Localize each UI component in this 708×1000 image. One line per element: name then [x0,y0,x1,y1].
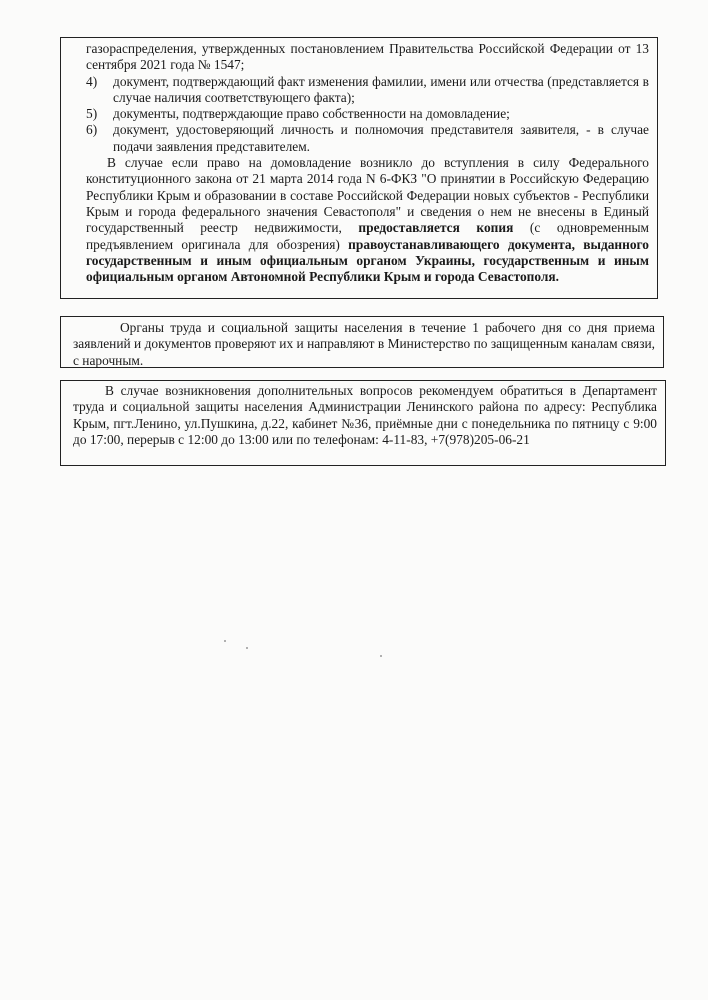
paragraph-text: (с одновременным предъявлением оригинала для обозрения) [86,220,649,252]
crimea-paragraph [86,155,649,285]
item-number: 6) [86,122,98,138]
item-number: 5) [86,106,98,122]
list-item [86,74,649,107]
processing-text: Органы труда и социальной защиты населения в течение 1 рабочего дня со дня приема заявлений и документов проверяют их и направляют в Министерство по защищенным каналам связи, с нарочным. [73,320,655,368]
item-text: документ, удостоверяющий личность и полномочия представителя заявителя, - в случае подачи заявления представителем. [113,122,649,154]
item-text: документ, подтверждающий факт изменения фамилии, имени или отчества (представляется в случае наличия соответствующего факта); [113,73,649,105]
item-number: 4) [86,73,98,89]
contact-text: В случае возникновения дополнительных вопросов рекомендуем обратиться в Департамент труда и социальной защиты населения Администрации Ленинского района по адресу: Республика Крым, пгт.Ленино, ул.Пушкина, д.22, кабинет №36, приёмные дни с понедельника по пятницу с 9:00 до 17:00, перерыв с 12:00 до 13:00 или по телефонам: 4-11-83, +7(978)205-06-21 [73,383,657,447]
list-item [86,122,649,155]
paragraph-bold-text: правоустанавливающего документа, выданного государственным и иным официальным органом Украины, государственным и иным официальным органом Автономной Республики Крым и города Севастополя. [86,236,649,285]
contact-box [60,380,666,466]
lead-text: газораспределения, утвержденных постановлением Правительства Российской Федерации от 13 сентября 2021 года № 1547; [86,41,649,73]
item-text: документы, подтверждающие право собственности на домовладение; [113,106,510,122]
scan-speck [246,647,248,649]
processing-box [60,316,664,368]
paragraph-text: В случае если право на домовладение возникло до вступления в силу Федерального конституционного закона от 21 марта 2014 года N 6-ФКЗ "О принятии в Российскую Федерацию Республики Крым и образовании в составе Российской Федерации новых субъектов - Республики Крым и города федерального значения Севастополя" и сведения о нем не внесены в Единый государственный реестр недвижимости, [86,155,649,236]
list-item [86,106,649,122]
scan-speck [380,655,382,657]
scan-speck [224,640,226,642]
documents-list-box [60,37,658,299]
paragraph-bold-text: предоставляется копия [358,220,514,236]
